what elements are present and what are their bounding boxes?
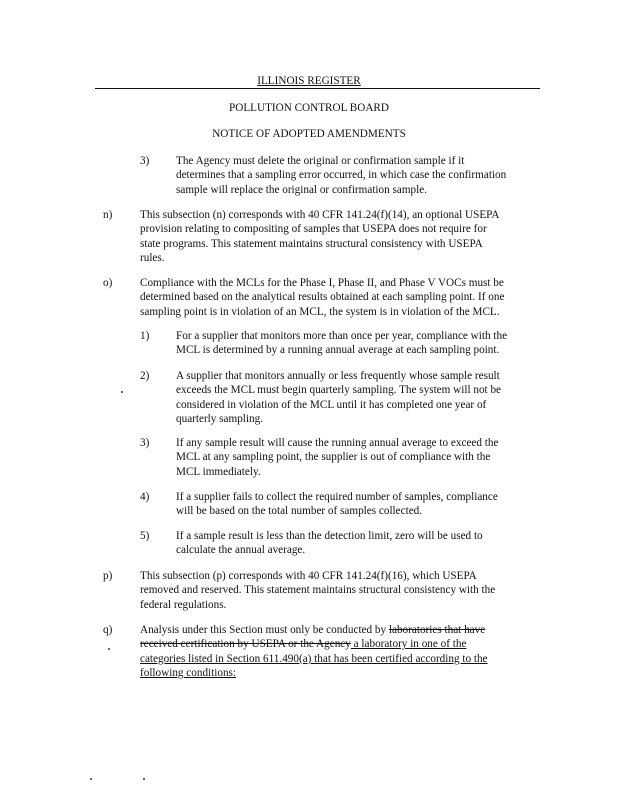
item-text: A supplier that monitors annually or less frequently whose sample result exceeds the MCL must begin quarterly sampling. The system will not be considered in violation of the MCL until it has completed one year of quarterly sampling.	[176, 370, 501, 426]
item-label: n)	[103, 209, 113, 221]
scan-speck	[121, 391, 123, 393]
item-label: 3)	[140, 155, 150, 167]
item-label: q)	[103, 624, 113, 636]
deleted-text: received certification by USEPA or the Agency	[140, 638, 351, 651]
scan-speck	[90, 778, 92, 780]
scan-speck	[108, 648, 110, 650]
item-label: o)	[103, 277, 113, 289]
item-text: This subsection (p) corresponds with 40 CFR 141.24(f)(16), which USEPA removed and reserved. This statement maintains structural consistency with the federal regulations.	[140, 570, 496, 611]
item-text: The Agency must delete the original or confirmation sample if it determines that a sampling error occurred, in which case the confirmation sample will replace the original or confirmation sample.	[176, 155, 507, 196]
item-label: 1)	[140, 330, 150, 342]
inserted-text: a laboratory in one of the	[350, 638, 467, 651]
inserted-text: categories listed in Section 611.490(a) that has been certified according to the	[140, 652, 488, 665]
scan-speck	[143, 778, 145, 780]
item-text: If a supplier fails to collect the required number of samples, compliance will be based on the total number of samples collected.	[176, 491, 498, 518]
register-title: ILLINOIS REGISTER	[257, 75, 361, 87]
item-label: 4)	[140, 491, 150, 503]
deleted-text: laboratories that have	[388, 624, 486, 636]
item-text: Analysis under this Section must only be conducted by laboratories that have received certification by USEPA or the Agency a laboratory in one of the categories listed in Section 611.490(a) that has been certified according to the following conditions:	[140, 624, 488, 680]
item-label: 2)	[140, 370, 150, 382]
item-text: If any sample result will cause the running annual average to exceed the MCL at any sampling point, the supplier is out of compliance with the MCL immediately.	[176, 437, 499, 478]
item-text: If a sample result is less than the detection limit, zero will be used to calculate the annual average.	[176, 530, 483, 557]
board-name: POLLUTION CONTROL BOARD	[229, 102, 389, 114]
notice-title: NOTICE OF ADOPTED AMENDMENTS	[212, 128, 406, 140]
item-text: This subsection (n) corresponds with 40 CFR 141.24(f)(14), an optional USEPA provision relating to compositing of samples that USEPA does not require for state programs. This statement maintains structural consistency with USEPA rules.	[140, 209, 500, 265]
header-rule	[95, 88, 540, 89]
item-label: 5)	[140, 530, 150, 542]
item-label: p)	[103, 570, 113, 582]
item-label: 3)	[140, 437, 150, 449]
inserted-text: following conditions:	[140, 667, 237, 680]
item-text: For a supplier that monitors more than once per year, compliance with the MCL is determined by a running annual average at each sampling point.	[176, 330, 508, 357]
item-text: Compliance with the MCLs for the Phase I, Phase II, and Phase V VOCs must be determined based on the analytical results obtained at each sampling point. If one sampling point is in violation of an MCL, the system is in violation of the MCL.	[140, 277, 505, 318]
